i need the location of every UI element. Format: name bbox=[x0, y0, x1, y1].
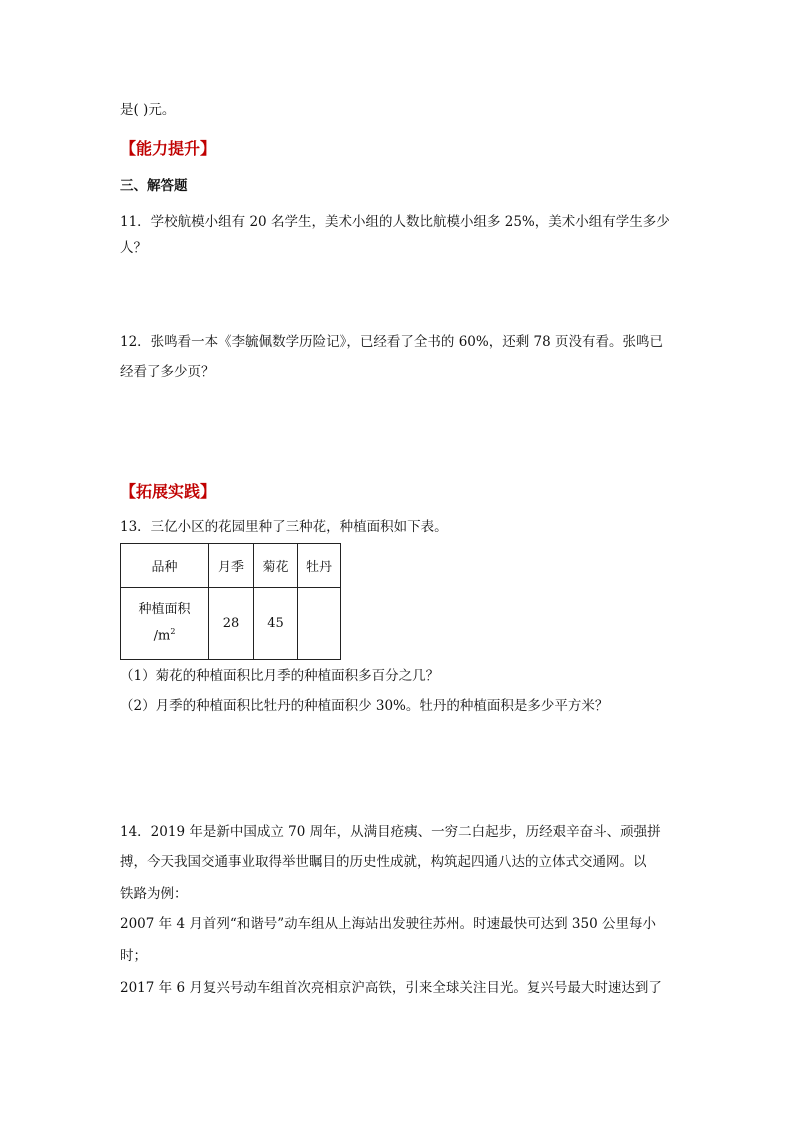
table-cell: 45 bbox=[254, 588, 298, 660]
table-header-col: 月季 bbox=[209, 544, 254, 588]
table-header-col: 牡丹 bbox=[298, 544, 341, 588]
flower-area-table bbox=[120, 543, 341, 660]
part-heading: 三、解答题 bbox=[120, 178, 188, 194]
question-14-line-2: 搏，今天我国交通事业取得举世瞩目的历史性成就，构筑起四通八达的立体式交通网。以 bbox=[120, 854, 647, 870]
unit-superscript: 2 bbox=[170, 627, 176, 637]
question-14-line-1: 14．2019 年是新中国成立 70 周年，从满目疮痍、一穷二白起步，历经艰辛奋斗、顽强拼 bbox=[120, 824, 661, 840]
question-14-line-4: 2007 年 4 月首列“和谐号”动车组从上海站出发驶往苏州。时速最快可达到 350 公里每小 bbox=[120, 916, 656, 932]
table-row bbox=[121, 588, 341, 660]
table-cell: 28 bbox=[209, 588, 254, 660]
row-label-text: 种植面积 bbox=[138, 602, 191, 618]
question-12-line-2: 经看了多少页？ bbox=[120, 364, 215, 380]
table-cell bbox=[298, 588, 341, 660]
question-14-line-6: 2017 年 6 月复兴号动车组首次亮相京沪高铁，引来全球关注目光。复兴号最大时速达到了 bbox=[120, 980, 662, 996]
section-heading-expand: 【拓展实践】 bbox=[120, 482, 217, 501]
table-header-col: 菊花 bbox=[254, 544, 298, 588]
question-13-sub-2: （2）月季的种植面积比牡丹的种植面积少 30%。牡丹的种植面积是多少平方米？ bbox=[120, 698, 609, 714]
question-11-line-2: 人？ bbox=[120, 240, 147, 256]
answer-blank-line: 是( )元。 bbox=[120, 102, 176, 118]
question-11-line-1: 11．学校航模小组有 20 名学生，美术小组的人数比航模小组多 25%，美术小组有学生多少 bbox=[120, 214, 670, 230]
question-14-line-3: 铁路为例： bbox=[120, 886, 188, 902]
table-row-label bbox=[121, 588, 209, 660]
section-heading-ability: 【能力提升】 bbox=[120, 139, 217, 158]
question-13-sub-1: （1）菊花的种植面积比月季的种植面积多百分之几？ bbox=[120, 668, 440, 684]
table-header-label: 品种 bbox=[121, 544, 209, 588]
question-14-line-5: 时； bbox=[120, 948, 147, 964]
question-13-intro: 13．三亿小区的花园里种了三种花，种植面积如下表。 bbox=[120, 519, 448, 535]
unit-text: /m bbox=[153, 628, 171, 644]
row-label-unit bbox=[121, 621, 208, 647]
question-12-line-1: 12．张鸣看一本《李毓佩数学历险记》，已经看了全书的 60%，还剩 78 页没有看。张鸣已 bbox=[120, 334, 663, 350]
table-header-row bbox=[121, 544, 341, 588]
